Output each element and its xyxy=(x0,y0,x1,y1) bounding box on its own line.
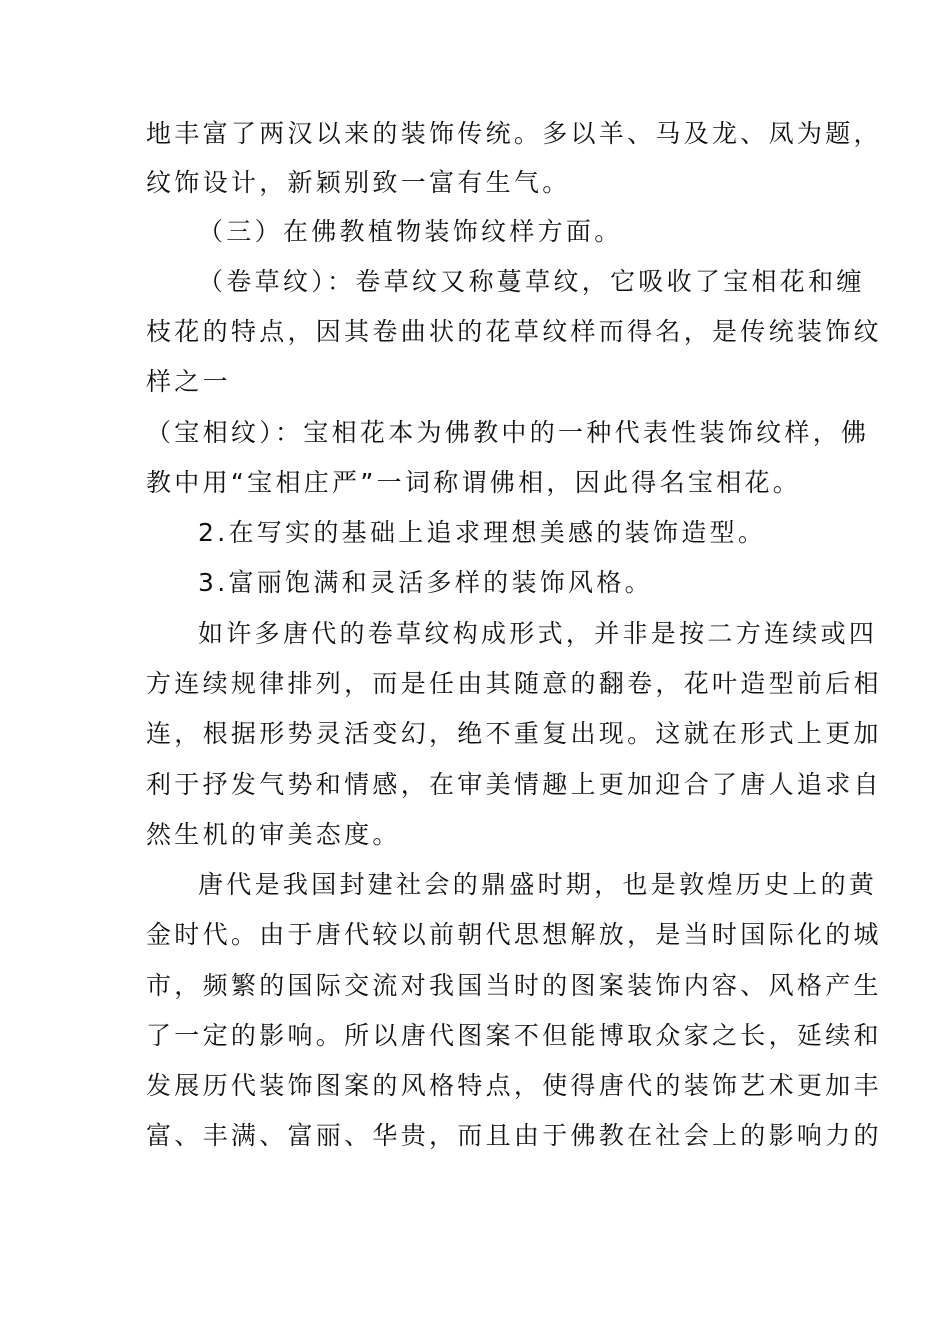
section-heading: （三）在佛教植物装饰纹样方面。 xyxy=(198,217,623,246)
list-item: 3.富丽饱满和灵活多样的装饰风格。 xyxy=(198,568,653,597)
text-line: 唐代是我国封建社会的鼎盛时期，也是敦煌历史上的黄 xyxy=(198,870,878,899)
text-line: 枝花的特点，因其卷曲状的花草纹样而得名，是传统装饰纹 xyxy=(146,317,882,346)
text-line: 了一定的影响。所以唐代图案不但能博取众家之长，延续和 xyxy=(146,1021,882,1050)
text-line: 样之一 xyxy=(146,367,231,396)
text-line: 方连续规律排列，而是任由其随意的翻卷，花叶造型前后相 xyxy=(146,669,882,698)
text-line: （卷草纹）：卷草纹又称蔓草纹，它吸收了宝相花和缠 xyxy=(198,267,865,296)
text-line: 连，根据形势灵活变幻，绝不重复出现。这就在形式上更加 xyxy=(146,719,882,748)
text-line: 纹饰设计，新颖别致一富有生气。 xyxy=(146,168,571,197)
text-line: 然生机的审美态度。 xyxy=(146,820,401,849)
text-line: 地丰富了两汉以来的装饰传统。多以羊、马及龙、凤为题， xyxy=(146,119,882,148)
text-line: 发展历代装饰图案的风格特点，使得唐代的装饰艺术更加丰 xyxy=(146,1071,882,1100)
text-line: 金时代。由于唐代较以前朝代思想解放，是当时国际化的城 xyxy=(146,920,882,949)
list-item: 2.在写实的基础上追求理想美感的装饰造型。 xyxy=(198,518,767,547)
text-line: 利于抒发气势和情感，在审美情趣上更加迎合了唐人追求自 xyxy=(146,770,882,799)
text-line: 富、丰满、富丽、华贵，而且由于佛教在社会上的影响力的 xyxy=(146,1121,882,1150)
text-line: 市，频繁的国际交流对我国当时的图案装饰内容、风格产生 xyxy=(146,971,882,1000)
text-line: （宝相纹）：宝相花本为佛教中的一种代表性装饰纹样，佛 xyxy=(146,418,870,447)
text-line: 教中用“宝相庄严”一词称谓佛相，因此得名宝相花。 xyxy=(146,468,802,497)
text-line: 如许多唐代的卷草纹构成形式，并非是按二方连续或四 xyxy=(198,619,878,648)
